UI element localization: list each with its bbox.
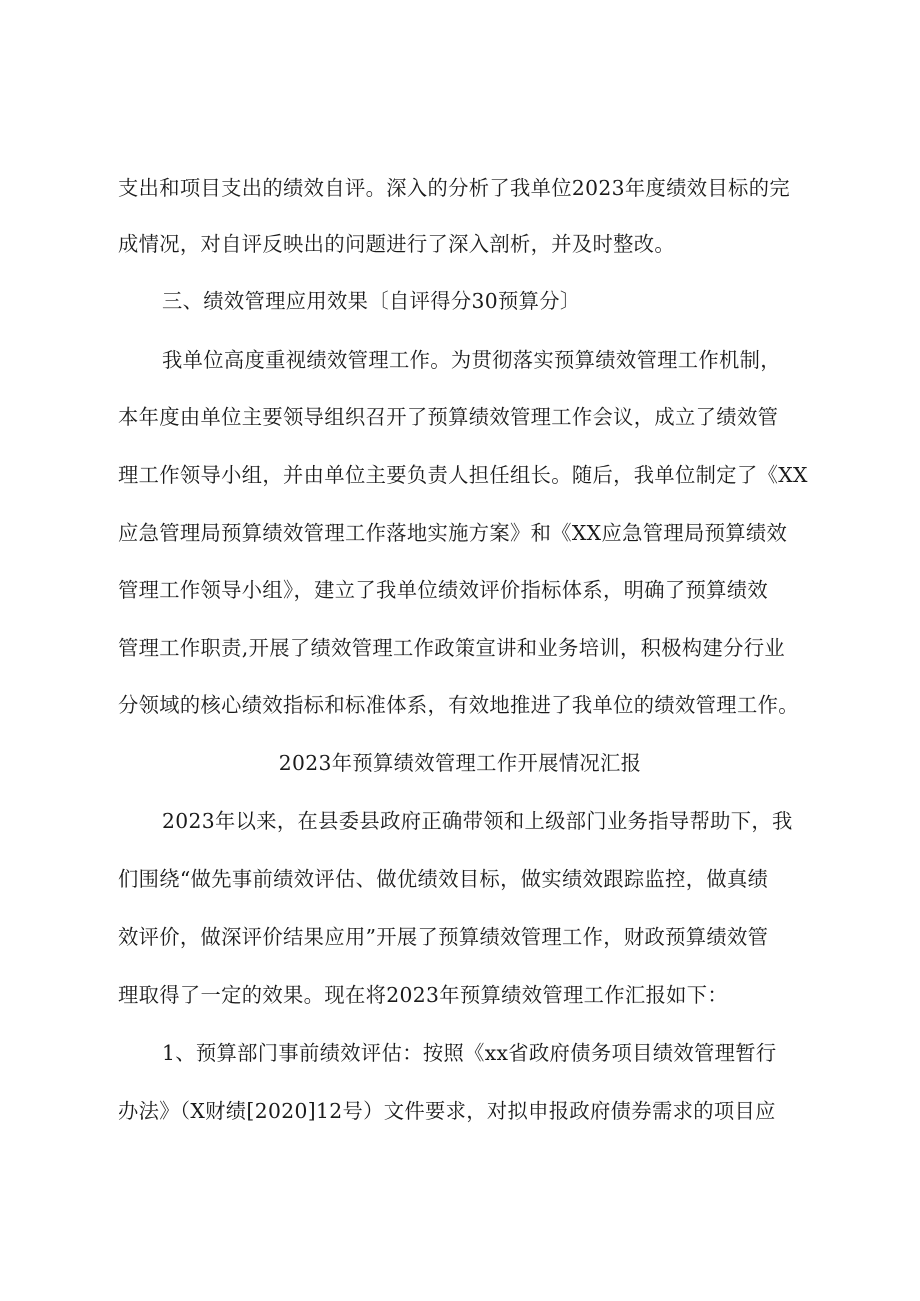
paragraph-line-5: 理工作领导小组，并由单位主要负责人担任组长。随后，我单位制定了《XX [118,463,808,487]
paragraph-line-1: 支出和项目支出的绩效自评。深入的分析了我单位2023年度绩效目标的完 [118,176,790,200]
paragraph-line-6: 应急管理局预算绩效管理工作落地实施方案》和《XX应急管理局预算绩效 [118,521,788,545]
paragraph-line-4: 本年度由单位主要领导组织召开了预算绩效管理工作会议，成立了绩效管 [118,405,779,429]
paragraph-line-9: 分领域的核心绩效指标和标准体系，有效地推进了我单位的绩效管理工作。 [118,693,799,717]
paragraph-line-13: 理取得了一定的效果。现在将2023年预算绩效管理工作汇报如下： [118,983,729,1007]
paragraph-line-7: 管理工作领导小组》，建立了我单位绩效评价指标体系，明确了预算绩效 [118,578,769,602]
paragraph-line-11: 们围绕“做先事前绩效评估、做优绩效目标，做实绩效跟踪监控，做真绩 [118,867,769,891]
paragraph-line-8: 管理工作职责,开展了绩效管理工作政策宣讲和业务培训，积极构建分行业 [118,636,785,660]
paragraph-line-12: 效评价，做深评价结果应用”开展了预算绩效管理工作，财政预算绩效管 [118,925,769,949]
document-title: 2023年预算绩效管理工作开展情况汇报 [278,751,642,775]
section-heading: 三、绩效管理应用效果〔自评得分30预算分〕 [162,289,581,313]
paragraph-line-14: 1、预算部门事前绩效评估：按照《xx省政府债务项目绩效管理暂行 [162,1041,777,1065]
paragraph-line-15: 办法》（X财绩[2020]12号）文件要求，对拟申报政府债券需求的项目应 [118,1099,776,1123]
paragraph-line-3: 我单位高度重视绩效管理工作。为贯彻落实预算绩效管理工作机制， [162,348,781,372]
paragraph-line-2: 成情况，对自评反映出的问题进行了深入剖析，并及时整改。 [118,232,676,256]
paragraph-line-10: 2023年以来，在县委县政府正确带领和上级部门业务指导帮助下，我 [162,809,793,833]
